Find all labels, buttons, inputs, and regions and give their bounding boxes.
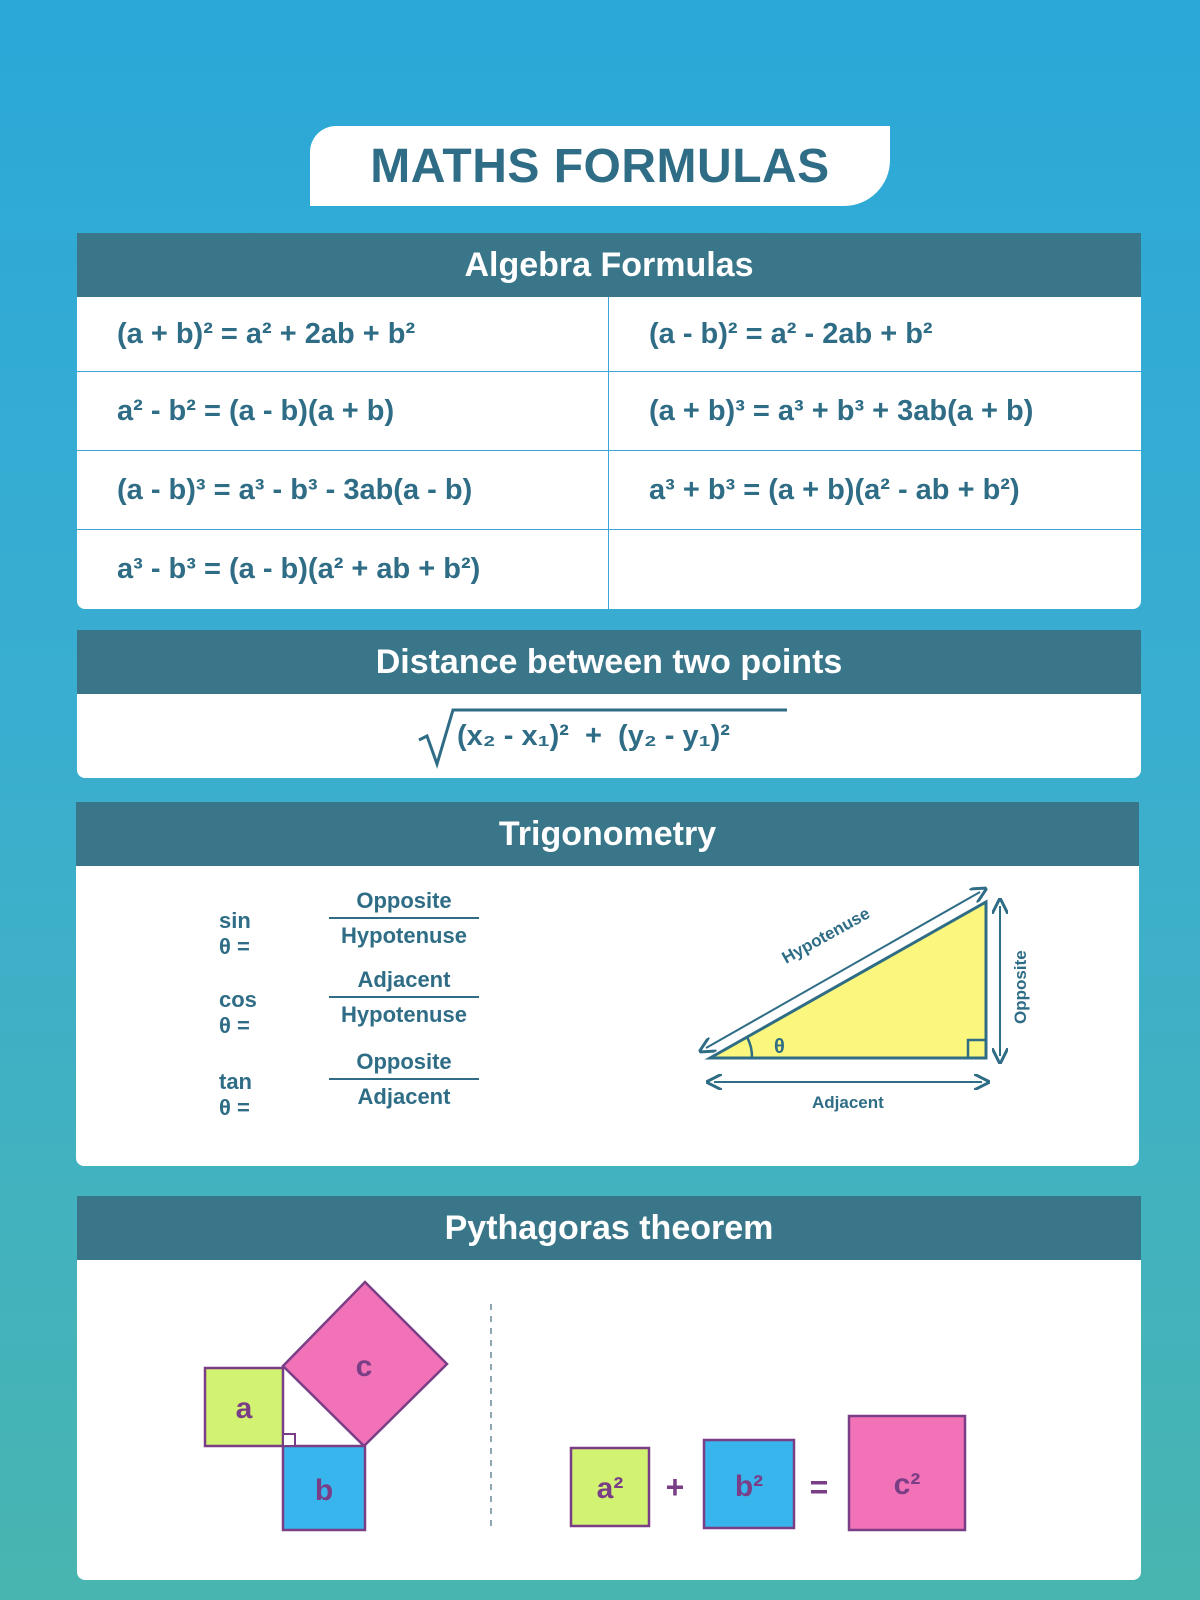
sin-numerator: Opposite — [329, 888, 479, 919]
algebra-formula: (a + b)³ = a³ + b³ + 3ab(a + b) — [609, 372, 1141, 451]
algebra-formula: a³ - b³ = (a - b)(a² + ab + b²) — [77, 530, 609, 609]
angle-label: θ — [774, 1036, 785, 1058]
algebra-formula: (a + b)² = a² + 2ab + b² — [77, 297, 609, 372]
pythagoras-diagram — [77, 1260, 1141, 1580]
distance-formula: (x₂ - x₁)² + (y₂ - y₁)² — [457, 720, 730, 752]
algebra-formula-empty — [609, 530, 1141, 609]
algebra-formula: (a - b)² = a² - 2ab + b² — [609, 297, 1141, 372]
tan-numerator: Opposite — [329, 1049, 479, 1080]
algebra-formula: a² - b² = (a - b)(a + b) — [77, 372, 609, 451]
label-c: c — [355, 1350, 373, 1383]
opposite-label: Opposite — [1011, 950, 1030, 1024]
sin-label: sin θ = — [219, 908, 251, 959]
label-b: b — [314, 1474, 334, 1507]
cos-label: cos θ = — [219, 987, 257, 1038]
right-triangle-diagram — [606, 882, 1030, 1142]
tan-denominator: Adjacent — [357, 1084, 451, 1109]
b-squared-label: b² — [734, 1470, 764, 1503]
algebra-formula: a³ + b³ = (a + b)(a² - ab + b²) — [609, 451, 1141, 530]
adjacent-label: Adjacent — [812, 1093, 884, 1112]
plus-sign: + — [665, 1469, 685, 1505]
page-title: MATHS FORMULAS — [370, 139, 830, 193]
c-squared-label: c² — [893, 1468, 921, 1501]
cos-fraction — [329, 967, 479, 1028]
sin-denominator: Hypotenuse — [341, 923, 467, 948]
pythagoras-card — [77, 1196, 1141, 1580]
distance-heading: Distance between two points — [77, 630, 1141, 694]
algebra-heading: Algebra Formulas — [77, 233, 1141, 297]
a-squared-label: a² — [596, 1472, 624, 1505]
label-a: a — [235, 1392, 253, 1425]
distance-formula-area — [77, 694, 1141, 778]
algebra-formula: (a - b)³ = a³ - b³ - 3ab(a - b) — [77, 451, 609, 530]
sin-fraction — [329, 888, 479, 949]
right-angle-marker — [283, 1434, 295, 1446]
cos-denominator: Hypotenuse — [341, 1002, 467, 1027]
algebra-grid — [77, 297, 1141, 609]
algebra-card — [77, 233, 1141, 609]
title-tab — [310, 126, 890, 206]
cos-numerator: Adjacent — [329, 967, 479, 998]
pythagoras-heading: Pythagoras theorem — [77, 1196, 1141, 1260]
equals-sign: = — [809, 1469, 829, 1505]
hypotenuse-label: Hypotenuse — [778, 903, 874, 968]
distance-card — [77, 630, 1141, 778]
trigonometry-card — [76, 802, 1139, 1166]
trigonometry-heading: Trigonometry — [76, 802, 1139, 866]
tan-label: tan θ = — [219, 1069, 252, 1120]
tan-fraction — [329, 1049, 479, 1110]
